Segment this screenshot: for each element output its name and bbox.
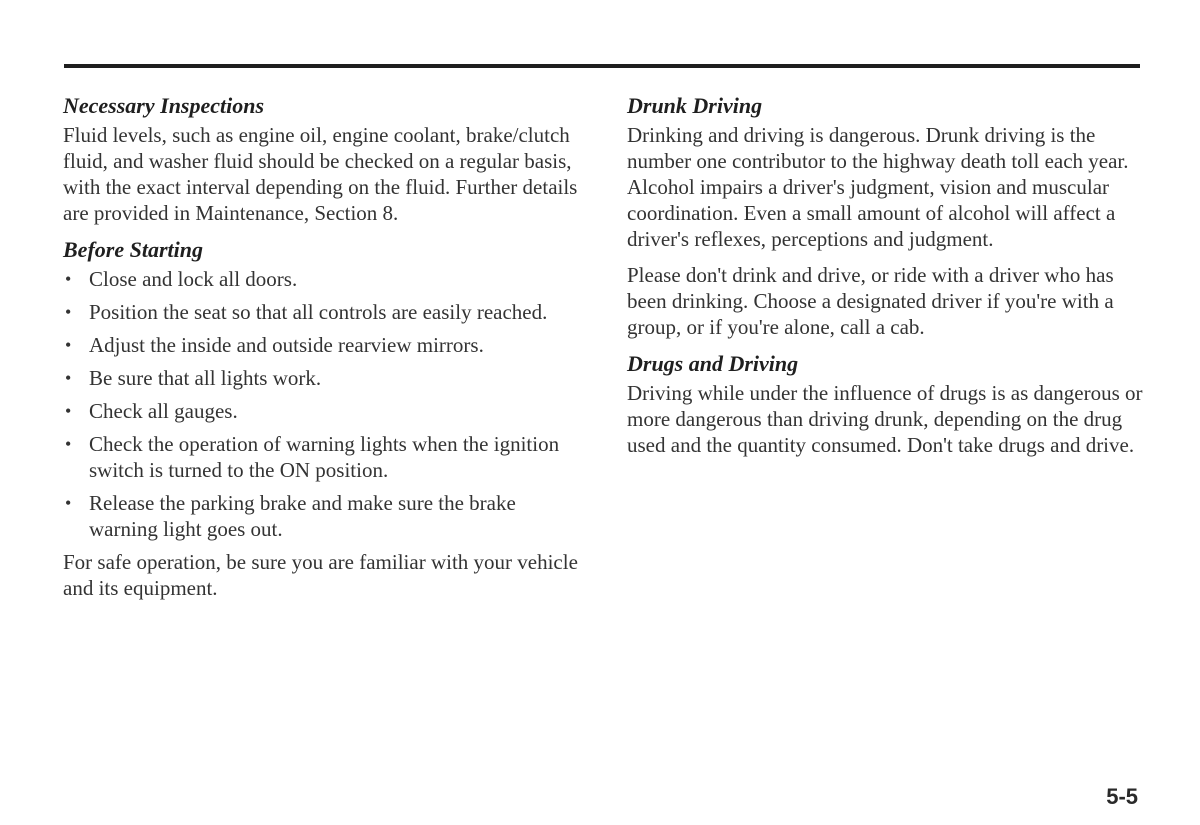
list-item: [63, 332, 583, 358]
list-item: [63, 266, 583, 292]
list-item-text: Check the operation of warning lights when the ignition switch is turned to the ON position.: [89, 432, 560, 482]
list-item: [63, 299, 583, 325]
right-column: [627, 92, 1147, 468]
list-item: [63, 431, 583, 483]
list-item-text: Close and lock all doors.: [89, 267, 298, 291]
list-item-text: Adjust the inside and outside rearview mirrors.: [89, 333, 484, 357]
bullet-icon: •: [65, 493, 72, 513]
left-column: [63, 92, 583, 611]
header-rule: [64, 64, 1140, 68]
page-number: 5-5: [1106, 784, 1138, 809]
heading-necessary-inspections: Necessary Inspections: [63, 93, 265, 118]
list-item-text: Check all gauges.: [89, 399, 238, 423]
dont-drink-text: Please don't drink and drive, or ride with a driver who has been drinking. Choose a designated driver if you're with a group, or if you're alone, call a cab.: [627, 263, 1114, 339]
list-item: [63, 490, 583, 542]
drunk-driving-text: Drinking and driving is dangerous. Drunk driving is the number one contributor to the highway death toll each year. Alcohol impairs a driver's judgment, vision and muscular coordination. Even a small amount of alcohol will affect a driver's reflexes, perceptions and judgment.: [627, 123, 1129, 251]
necessary-inspections-text: Fluid levels, such as engine oil, engine coolant, brake/clutch fluid, and washer fluid should be checked on a regular basis, with the exact interval depending on the fluid. Further details are provided in Maintenance, Section 8.: [63, 123, 578, 225]
drugs-driving-text: Driving while under the influence of drugs is as dangerous or more dangerous than driving drunk, depending on the drug used and the quantity consumed. Don't take drugs and drive.: [627, 381, 1143, 457]
safe-operation-text: For safe operation, be sure you are familiar with your vehicle and its equipment.: [63, 550, 578, 600]
list-item: [63, 398, 583, 424]
list-item-text: Be sure that all lights work.: [89, 366, 322, 390]
heading-drunk-driving: Drunk Driving: [627, 93, 763, 118]
bullet-icon: •: [65, 302, 72, 322]
list-item-text: Position the seat so that all controls are easily reached.: [89, 300, 548, 324]
list-item: [63, 365, 583, 391]
heading-before-starting: Before Starting: [63, 237, 203, 262]
bullet-icon: •: [65, 269, 72, 289]
list-item-text: Release the parking brake and make sure the brake warning light goes out.: [89, 491, 516, 541]
before-starting-list: [63, 266, 583, 542]
heading-drugs-and-driving: Drugs and Driving: [627, 351, 799, 376]
bullet-icon: •: [65, 401, 72, 421]
bullet-icon: •: [65, 335, 72, 355]
bullet-icon: •: [65, 434, 72, 454]
bullet-icon: •: [65, 368, 72, 388]
